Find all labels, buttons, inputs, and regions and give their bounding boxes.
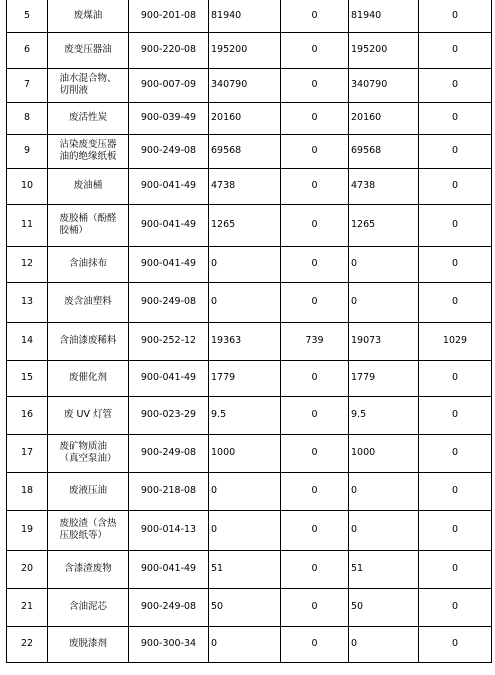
row-number-cell: 18 [7, 472, 48, 510]
value-b-cell: 0 [281, 588, 349, 626]
value-b-cell: 0 [281, 434, 349, 472]
row-number-cell: 11 [7, 204, 48, 246]
value-d-cell: 0 [419, 204, 492, 246]
table-row [7, 472, 492, 510]
waste-name-text: 废胶桶（酚醛 胶桶） [59, 213, 117, 236]
value-b-cell: 0 [281, 0, 349, 32]
value-d-cell: 0 [419, 396, 492, 434]
table-row [7, 396, 492, 434]
value-b-cell: 0 [281, 282, 349, 322]
value-c-cell: 50 [349, 588, 419, 626]
value-b-cell: 739 [281, 322, 349, 360]
waste-code-cell: 900-249-08 [129, 282, 209, 322]
value-a-cell: 1265 [209, 204, 281, 246]
row-number-cell: 20 [7, 550, 48, 588]
waste-code-cell: 900-041-49 [129, 204, 209, 246]
waste-code-cell: 900-249-08 [129, 434, 209, 472]
row-number-cell: 12 [7, 246, 48, 282]
waste-code-cell: 900-041-49 [129, 550, 209, 588]
value-d-cell: 0 [419, 246, 492, 282]
waste-code-cell: 900-039-49 [129, 102, 209, 134]
value-a-cell: 1779 [209, 360, 281, 396]
waste-name-text: 废变压器油 [64, 44, 112, 55]
waste-name-cell [48, 204, 129, 246]
value-c-cell: 1000 [349, 434, 419, 472]
value-a-cell: 69568 [209, 134, 281, 168]
waste-name-text: 含漆渣废物 [64, 563, 112, 574]
waste-code-cell: 900-218-08 [129, 472, 209, 510]
value-c-cell: 340790 [349, 68, 419, 102]
waste-name-cell [48, 396, 129, 434]
value-c-cell: 0 [349, 282, 419, 322]
waste-code-cell: 900-041-49 [129, 360, 209, 396]
row-number-cell: 13 [7, 282, 48, 322]
table-row [7, 360, 492, 396]
row-number-cell: 14 [7, 322, 48, 360]
value-d-cell: 0 [419, 0, 492, 32]
waste-name-cell [48, 434, 129, 472]
value-a-cell: 19363 [209, 322, 281, 360]
waste-name-text: 废脱漆剂 [68, 638, 107, 649]
waste-code-cell: 900-300-34 [129, 626, 209, 662]
value-d-cell: 0 [419, 550, 492, 588]
row-number-cell: 7 [7, 68, 48, 102]
value-d-cell: 0 [419, 626, 492, 662]
row-number-cell: 10 [7, 168, 48, 204]
value-d-cell: 0 [419, 134, 492, 168]
value-d-cell: 1029 [419, 322, 492, 360]
row-number-cell: 16 [7, 396, 48, 434]
value-b-cell: 0 [281, 360, 349, 396]
value-a-cell: 0 [209, 626, 281, 662]
row-number-cell: 19 [7, 510, 48, 550]
value-c-cell: 51 [349, 550, 419, 588]
value-d-cell: 0 [419, 472, 492, 510]
value-c-cell: 81940 [349, 0, 419, 32]
table-row [7, 168, 492, 204]
value-b-cell: 0 [281, 396, 349, 434]
waste-name-cell [48, 68, 129, 102]
value-a-cell: 0 [209, 246, 281, 282]
table-row [7, 434, 492, 472]
waste-name-text: 含油漆废稀料 [59, 335, 117, 346]
value-b-cell: 0 [281, 246, 349, 282]
value-b-cell: 0 [281, 550, 349, 588]
waste-code-cell: 900-041-49 [129, 168, 209, 204]
waste-name-cell [48, 246, 129, 282]
row-number-cell: 9 [7, 134, 48, 168]
value-c-cell: 9.5 [349, 396, 419, 434]
waste-name-text: 废活性炭 [68, 112, 107, 123]
waste-name-text: 废煤油 [73, 9, 103, 21]
value-c-cell: 69568 [349, 134, 419, 168]
value-b-cell: 0 [281, 102, 349, 134]
waste-code-cell: 900-220-08 [129, 32, 209, 68]
table-row [7, 322, 492, 360]
waste-name-text: 废油桶 [73, 180, 103, 191]
row-number-cell: 17 [7, 434, 48, 472]
value-c-cell: 0 [349, 246, 419, 282]
waste-name-cell [48, 0, 129, 32]
row-number-cell: 5 [7, 0, 48, 32]
waste-code-cell: 900-007-09 [129, 68, 209, 102]
value-c-cell: 19073 [349, 322, 419, 360]
value-c-cell: 0 [349, 472, 419, 510]
value-d-cell: 0 [419, 102, 492, 134]
table-row [7, 102, 492, 134]
value-a-cell: 4738 [209, 168, 281, 204]
table-row [7, 134, 492, 168]
waste-table-body [7, 0, 492, 662]
waste-code-cell: 900-014-13 [129, 510, 209, 550]
value-a-cell: 81940 [209, 0, 281, 32]
value-b-cell: 0 [281, 32, 349, 68]
waste-name-cell [48, 360, 129, 396]
table-row [7, 550, 492, 588]
waste-name-cell [48, 168, 129, 204]
row-number-cell: 8 [7, 102, 48, 134]
value-a-cell: 51 [209, 550, 281, 588]
value-c-cell: 4738 [349, 168, 419, 204]
waste-name-text: 废催化剂 [68, 372, 107, 383]
waste-name-cell [48, 102, 129, 134]
value-a-cell: 9.5 [209, 396, 281, 434]
waste-name-cell [48, 626, 129, 662]
waste-name-text: 废矿物质油 （真空泵油） [59, 441, 117, 464]
waste-code-cell: 900-249-08 [129, 588, 209, 626]
value-b-cell: 0 [281, 168, 349, 204]
value-a-cell: 20160 [209, 102, 281, 134]
value-c-cell: 20160 [349, 102, 419, 134]
waste-name-text: 含油抹布 [68, 258, 107, 269]
table-row [7, 0, 492, 32]
table-row [7, 588, 492, 626]
waste-name-cell [48, 32, 129, 68]
value-d-cell: 0 [419, 588, 492, 626]
value-a-cell: 340790 [209, 68, 281, 102]
value-d-cell: 0 [419, 360, 492, 396]
value-b-cell: 0 [281, 510, 349, 550]
table-row [7, 204, 492, 246]
waste-code-cell: 900-249-08 [129, 134, 209, 168]
value-d-cell: 0 [419, 168, 492, 204]
row-number-cell: 22 [7, 626, 48, 662]
waste-table [6, 0, 492, 663]
value-b-cell: 0 [281, 472, 349, 510]
value-b-cell: 0 [281, 626, 349, 662]
value-a-cell: 0 [209, 282, 281, 322]
value-a-cell: 1000 [209, 434, 281, 472]
waste-name-cell [48, 134, 129, 168]
value-d-cell: 0 [419, 32, 492, 68]
waste-name-cell [48, 472, 129, 510]
value-d-cell: 0 [419, 68, 492, 102]
value-d-cell: 0 [419, 282, 492, 322]
value-b-cell: 0 [281, 134, 349, 168]
row-number-cell: 21 [7, 588, 48, 626]
value-c-cell: 195200 [349, 32, 419, 68]
value-a-cell: 0 [209, 510, 281, 550]
waste-name-text: 废胶渣（含热 压胶纸等） [59, 518, 117, 541]
waste-code-cell: 900-023-29 [129, 396, 209, 434]
waste-name-text: 含油泥芯 [68, 601, 107, 612]
waste-name-cell [48, 510, 129, 550]
waste-name-cell [48, 282, 129, 322]
table-row [7, 246, 492, 282]
row-number-cell: 6 [7, 32, 48, 68]
waste-name-text: 废含油塑料 [64, 296, 112, 307]
value-a-cell: 0 [209, 472, 281, 510]
value-c-cell: 0 [349, 510, 419, 550]
waste-name-text: 沾染废变压器 油的绝缘纸板 [59, 139, 117, 162]
value-d-cell: 0 [419, 510, 492, 550]
waste-code-cell: 900-041-49 [129, 246, 209, 282]
table-row [7, 68, 492, 102]
waste-code-cell: 900-252-12 [129, 322, 209, 360]
waste-name-cell [48, 322, 129, 360]
value-c-cell: 1779 [349, 360, 419, 396]
value-c-cell: 0 [349, 626, 419, 662]
value-d-cell: 0 [419, 434, 492, 472]
waste-name-cell [48, 550, 129, 588]
value-c-cell: 1265 [349, 204, 419, 246]
table-row [7, 510, 492, 550]
value-a-cell: 50 [209, 588, 281, 626]
waste-name-text: 废 UV 灯管 [64, 409, 112, 420]
row-number-cell: 15 [7, 360, 48, 396]
waste-code-cell: 900-201-08 [129, 0, 209, 32]
table-row [7, 626, 492, 662]
waste-name-text: 废液压油 [68, 485, 107, 496]
table-row [7, 32, 492, 68]
waste-name-cell [48, 588, 129, 626]
waste-name-text: 油水混合物、 切削液 [59, 73, 117, 96]
table-row [7, 282, 492, 322]
value-b-cell: 0 [281, 68, 349, 102]
value-b-cell: 0 [281, 204, 349, 246]
value-a-cell: 195200 [209, 32, 281, 68]
